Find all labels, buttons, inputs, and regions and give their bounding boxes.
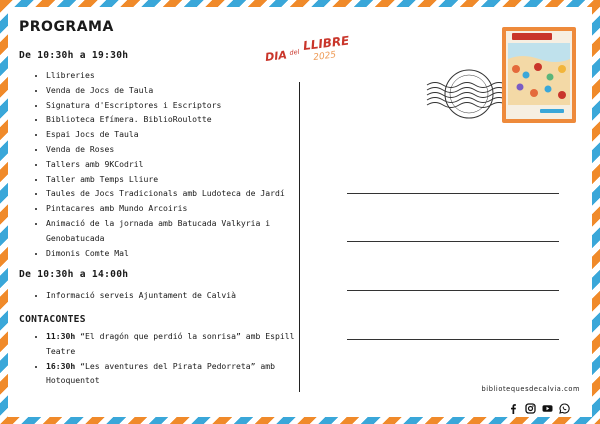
logo-year: 2025: [312, 50, 337, 63]
list-item: [46, 359, 298, 389]
website-url[interactable]: bibliotequesdecalvia.com: [481, 385, 580, 393]
event-description: “El dragón que perdió la sonrisa” amb Espill Teatre: [46, 331, 295, 356]
facebook-icon[interactable]: [508, 399, 519, 410]
list-item: • Pintacares amb Mundo Arcoiris: [46, 201, 298, 216]
stamp-illustration: [502, 27, 576, 123]
list-item: [46, 329, 298, 359]
list-item: • Tallers amb 9KCodril: [46, 157, 298, 172]
logo-llibre: LLIBRE: [302, 33, 350, 53]
list-item: • Taller amb Temps Lliure: [46, 172, 298, 187]
list-item: • Taules de Jocs Tradicionals amb Ludoteca de Jardí: [46, 186, 298, 201]
logo-del: del: [289, 47, 300, 57]
whatsapp-icon[interactable]: [559, 399, 570, 410]
list-item: • Venda de Jocs de Taula: [46, 83, 298, 98]
section-heading-3: CONTACONTES: [19, 314, 86, 325]
address-line: [347, 193, 559, 194]
instagram-icon[interactable]: [525, 399, 536, 410]
event-description: “Les aventures del Pirata Pedorreta” amb Hotoquentot: [46, 360, 276, 386]
list-item: • Informació serveis Ajuntament de Calvià: [46, 288, 298, 303]
list-item: • Espai Jocs de Taula: [46, 127, 298, 142]
list-item: • Animació de la jornada amb Batucada Valkyria i Genobatucada: [46, 216, 298, 246]
postmark-icon: [427, 70, 507, 118]
section-heading-1: De 10:30h a 19:30h: [19, 50, 129, 61]
vertical-divider: [299, 82, 300, 392]
youtube-icon[interactable]: [542, 399, 553, 410]
event-time: 16:30h: [46, 360, 76, 371]
logo-dia: DIA: [264, 48, 288, 64]
list-item: • Llibreries: [46, 68, 298, 83]
page-title: PROGRAMA: [19, 19, 114, 35]
section-2-list: [19, 288, 298, 303]
section-1-list: [19, 68, 298, 260]
postage-stamp: [422, 23, 592, 135]
postcard: [8, 7, 592, 417]
stamp-graphic: [422, 23, 592, 135]
event-time: 11:30h: [46, 331, 76, 341]
list-item: • Biblioteca Efímera. BiblioRoulotte: [46, 112, 298, 127]
section-heading-2: De 10:30h a 14:00h: [19, 269, 129, 280]
social-icons: [508, 399, 576, 411]
list-item: • Signatura d'Escriptores i Escriptors: [46, 98, 298, 113]
list-item: • Venda de Roses: [46, 142, 298, 157]
address-line: [347, 241, 559, 242]
list-item: • Dimonis Comte Mal: [46, 246, 298, 261]
address-line: [347, 290, 559, 291]
section-3-list: [19, 329, 298, 388]
address-line: [347, 339, 559, 340]
